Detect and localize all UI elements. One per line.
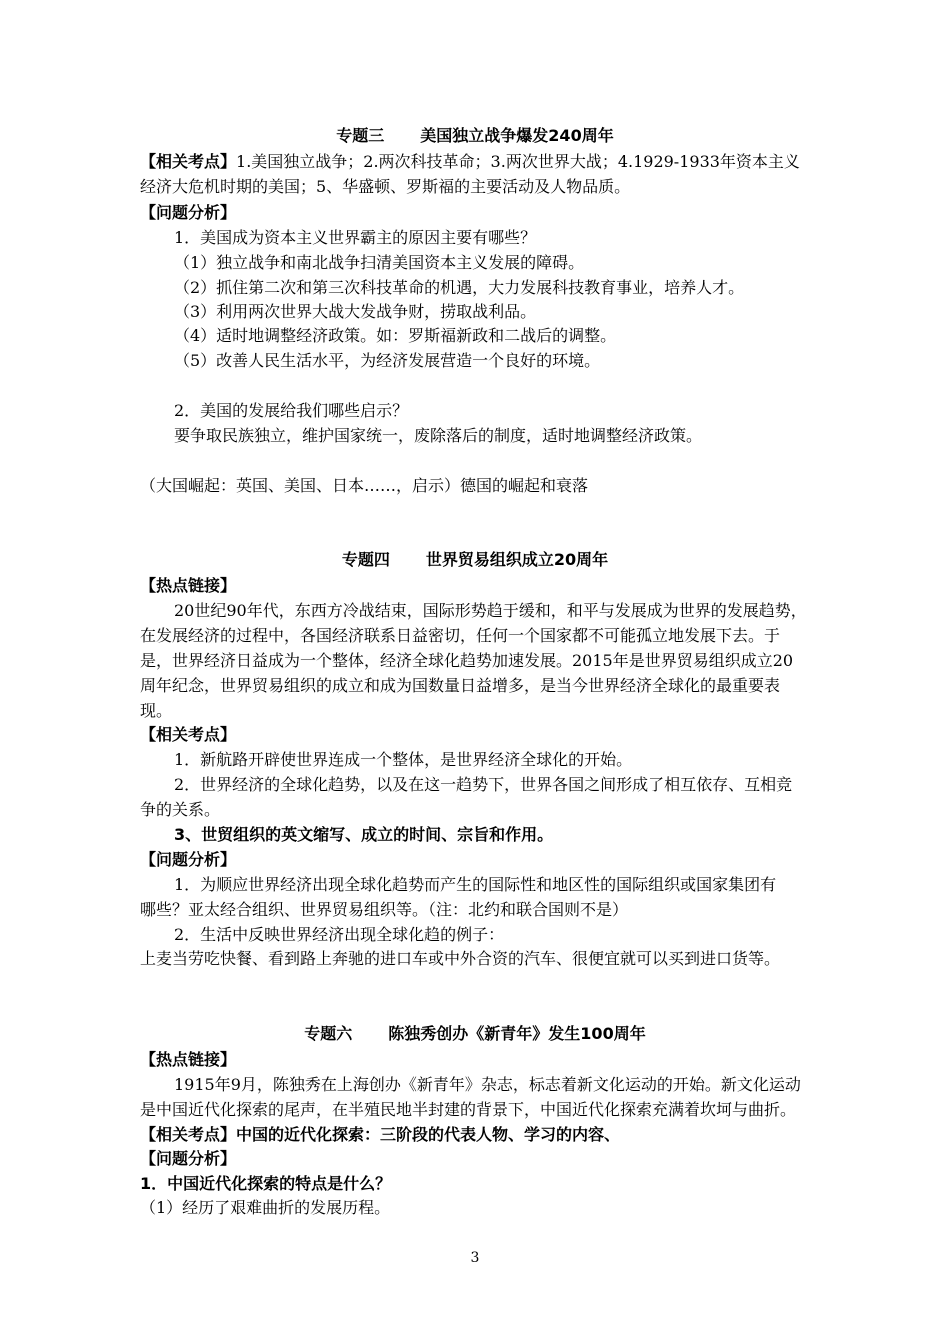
section3-question-2-answer: 要争取民族独立，维护国家统一，废除落后的制度，适时地调整经济政策。 <box>174 426 703 445</box>
section3-fenxi-label: 【问题分析】 <box>140 203 237 222</box>
section4-kaodian-label: 【相关考点】 <box>140 725 237 744</box>
section4-title-text: 世界贸易组织成立20周年 <box>425 550 609 569</box>
section3-title-number: 专题三 <box>336 126 385 145</box>
section6-fenxi-label: 【问题分析】 <box>140 1149 237 1168</box>
section6-title <box>0 1024 950 1044</box>
section3-kaodian <box>140 152 800 172</box>
section4-title <box>0 550 950 570</box>
section3-question-1: 1．美国成为资本主义世界霸主的原因主要有哪些？ <box>174 228 537 247</box>
section3-answer-2: （2）抓住第二次和第三次科技革命的机遇，大力发展科技教育事业，培养人才。 <box>174 278 745 297</box>
section4-fenxi-1-cont: 哪些？亚太经合组织、世界贸易组织等。（注：北约和联合国则不是） <box>140 900 629 919</box>
section6-title-text: 陈独秀创办《新青年》发生100周年 <box>388 1024 646 1043</box>
section6-paragraph-line: 是中国近代化探索的尾声，在半殖民地半封建的背景下，中国近代化探索充满着坎坷与曲折。 <box>140 1100 797 1119</box>
section4-redian-label: 【热点链接】 <box>140 576 237 595</box>
section6-answer-1: （1）经历了艰难曲折的发展历程。 <box>140 1198 391 1217</box>
section3-kaodian-label: 【相关考点】 <box>140 152 237 171</box>
section4-paragraph-line: 是，世界经济日益成为一个整体，经济全球化趋势加速发展。2015年是世界贸易组织成立20 <box>140 651 794 670</box>
section3-title <box>0 126 950 146</box>
section3-answer-5: （5）改善人民生活水平，为经济发展营造一个良好的环境。 <box>174 351 601 370</box>
section3-answer-3: （3）利用两次世界大战大发战争财，捞取战利品。 <box>174 302 537 321</box>
page-number: 3 <box>470 1250 480 1266</box>
section4-title-number: 专题四 <box>341 550 390 569</box>
section4-kaodian-2: 2．世界经济的全球化趋势，以及在这一趋势下，世界各国之间形成了相互依存、互相竞 <box>174 775 793 794</box>
section3-kaodian-text-cont: 经济大危机时期的美国；5、华盛顿、罗斯福的主要活动及人物品质。 <box>140 177 631 196</box>
section3-answer-4: （4）适时地调整经济政策。如：罗斯福新政和二战后的调整。 <box>174 326 617 345</box>
section3-note: （大国崛起：英国、美国、日本……，启示）德国的崛起和衰落 <box>140 476 589 495</box>
section3-title-text: 美国独立战争爆发240周年 <box>420 126 614 145</box>
section4-kaodian-1: 1．新航路开辟使世界连成一个整体，是世界经济全球化的开始。 <box>174 750 633 769</box>
section6-paragraph-line: 1915年9月，陈独秀在上海创办《新青年》杂志，标志着新文化运动的开始。新文化运动 <box>174 1075 801 1094</box>
section4-fenxi-1: 1．为顺应世界经济出现全球化趋势而产生的国际性和地区性的国际组织或国家集团有 <box>174 875 777 894</box>
section4-kaodian-3: 3、世贸组织的英文缩写、成立的时间、宗旨和作用。 <box>174 825 554 844</box>
section6-question-1: 1．中国近代化探索的特点是什么？ <box>140 1174 392 1193</box>
section4-kaodian-2-cont: 争的关系。 <box>140 800 221 819</box>
section6-kaodian: 【相关考点】中国的近代化探索：三阶段的代表人物、学习的内容、 <box>140 1125 621 1144</box>
section4-paragraph-line: 20世纪90年代，东西方冷战结束，国际形势趋于缓和，和平与发展成为世界的发展趋势， <box>174 601 807 620</box>
section4-fenxi-2-answer: 上麦当劳吃快餐、看到路上奔驰的进口车或中外合资的汽车、很便宜就可以买到进口货等。 <box>140 949 781 968</box>
section4-paragraph-line: 现。 <box>140 701 173 720</box>
section3-kaodian-text: 1.美国独立战争；2.两次科技革命；3.两次世界大战；4.1929-1933年资本主义 <box>236 152 800 171</box>
section4-fenxi-2: 2．生活中反映世界经济出现全球化趋的例子： <box>174 925 505 944</box>
section6-redian-label: 【热点链接】 <box>140 1050 237 1069</box>
section3-question-2: 2．美国的发展给我们哪些启示？ <box>174 401 409 420</box>
section4-fenxi-label: 【问题分析】 <box>140 850 237 869</box>
section4-paragraph-line: 在发展经济的过程中，各国经济联系日益密切，任何一个国家都不可能孤立地发展下去。于 <box>140 626 781 645</box>
section6-title-number: 专题六 <box>304 1024 353 1043</box>
section4-paragraph-line: 周年纪念，世界贸易组织的成立和成为国数量日益增多，是当今世界经济全球化的最重要表 <box>140 676 781 695</box>
section3-answer-1: （1）独立战争和南北战争扫清美国资本主义发展的障碍。 <box>174 253 585 272</box>
